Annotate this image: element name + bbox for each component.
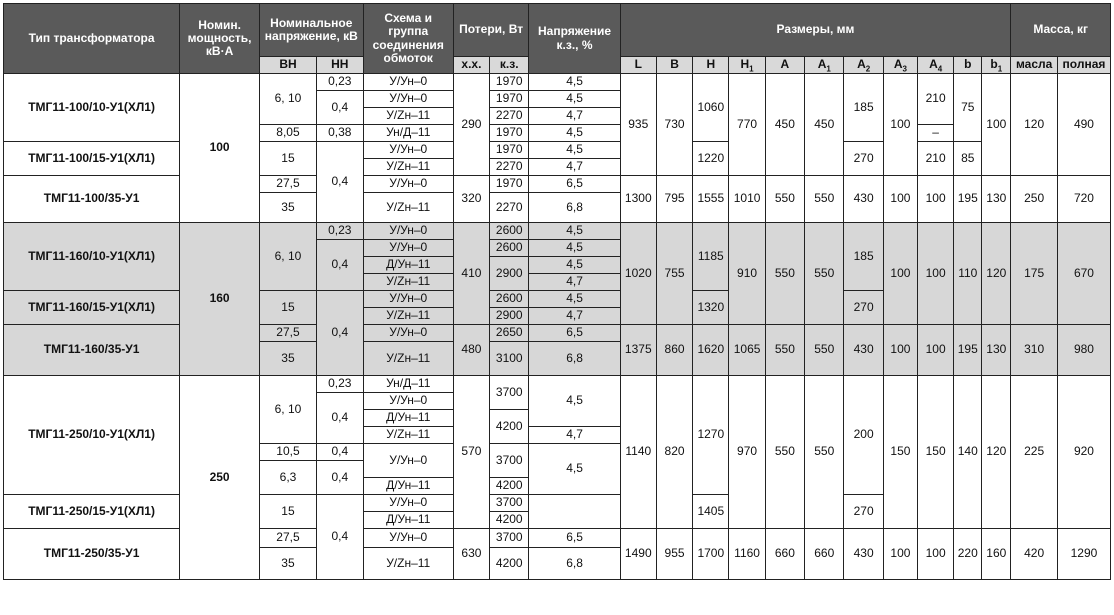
header-xx: х.х. — [453, 57, 489, 74]
kz-cell: 1970 — [490, 142, 529, 159]
header-oil: масла — [1011, 57, 1058, 74]
dim-L: 1490 — [620, 529, 656, 580]
kz-cell: 4200 — [490, 512, 529, 529]
mass-oil: 120 — [1011, 74, 1058, 176]
type-cell: ТМГ11-100/15-У1(ХЛ1) — [4, 142, 180, 176]
nn-cell: 0,23 — [316, 74, 363, 91]
mass-oil: 225 — [1011, 376, 1058, 529]
dim-b1: 160 — [982, 529, 1011, 580]
dim-A2: 270 — [844, 291, 883, 325]
dim-b: 75 — [954, 74, 982, 142]
kz-cell: 1970 — [490, 91, 529, 108]
vn-cell: 35 — [259, 193, 316, 223]
kz-cell: 2600 — [490, 223, 529, 240]
kz-cell: 1970 — [490, 125, 529, 142]
kz-cell: 4200 — [490, 410, 529, 444]
xx-cell: 480 — [453, 325, 489, 376]
mass-total: 720 — [1057, 176, 1110, 223]
uk-cell: 4,7 — [529, 308, 620, 325]
scheme-cell: У/Ун–0 — [363, 495, 453, 512]
dim-A4: 210 — [918, 74, 954, 125]
dim-A4: – — [918, 125, 954, 142]
vn-cell: 6, 10 — [259, 376, 316, 444]
nn-cell: 0,23 — [316, 223, 363, 240]
nn-cell: 0,4 — [316, 461, 363, 495]
vn-cell: 15 — [259, 495, 316, 529]
dim-b: 195 — [954, 325, 982, 376]
dim-b: 85 — [954, 142, 982, 176]
vn-cell: 27,5 — [259, 325, 316, 342]
uk-cell: 4,5 — [529, 142, 620, 159]
dim-A3: 100 — [883, 74, 917, 176]
uk-cell: 4,5 — [529, 125, 620, 142]
xx-cell: 630 — [453, 529, 489, 580]
dim-H: 1405 — [693, 495, 729, 529]
dim-B: 730 — [656, 74, 692, 176]
header-dims: Размеры, мм — [620, 4, 1011, 57]
dim-B: 795 — [656, 176, 692, 223]
kz-cell: 3700 — [490, 495, 529, 512]
dim-H1: 770 — [729, 74, 765, 176]
header-b1: $b_1$ — [982, 57, 1011, 74]
dim-H: 1270 — [693, 376, 729, 495]
dim-A: 550 — [765, 176, 804, 223]
uk-cell: 4,5 — [529, 257, 620, 274]
kz-cell: 2900 — [490, 257, 529, 291]
dim-A2: 270 — [844, 142, 883, 176]
uk-cell: 4,7 — [529, 159, 620, 176]
vn-cell: 15 — [259, 291, 316, 325]
scheme-cell: У/Zн–11 — [363, 548, 453, 580]
dim-A: 550 — [765, 325, 804, 376]
scheme-cell: Д/Ун–11 — [363, 512, 453, 529]
mass-total: 980 — [1057, 325, 1110, 376]
dim-B: 955 — [656, 529, 692, 580]
dim-A2: 185 — [844, 74, 883, 142]
kz-cell: 4200 — [490, 478, 529, 495]
transformer-spec-table — [3, 3, 1111, 580]
vn-cell: 35 — [259, 342, 316, 376]
dim-A2: 270 — [844, 495, 883, 529]
header-B: B — [656, 57, 692, 74]
scheme-cell: У/Zн–11 — [363, 193, 453, 223]
dim-A2: 200 — [844, 376, 883, 495]
scheme-cell: У/Zн–11 — [363, 308, 453, 325]
type-cell: ТМГ11-250/35-У1 — [4, 529, 180, 580]
nn-cell: 0,4 — [316, 393, 363, 444]
vn-cell: 6,3 — [259, 461, 316, 495]
header-H1: $H_1$ — [729, 57, 765, 74]
dim-A1: 550 — [805, 176, 844, 223]
dim-A3: 100 — [883, 529, 917, 580]
dim-A2: 185 — [844, 223, 883, 291]
kz-cell: 2650 — [490, 325, 529, 342]
dim-A1: 550 — [805, 376, 844, 529]
header-type: Тип трансформатора — [4, 4, 180, 74]
dim-A: 550 — [765, 223, 804, 325]
uk-cell: 4,5 — [529, 291, 620, 308]
header-A4: $A_4$ — [918, 57, 954, 74]
uk-cell: 4,7 — [529, 108, 620, 125]
xx-cell: 290 — [453, 74, 489, 176]
scheme-cell: У/Ун–0 — [363, 223, 453, 240]
dim-L: 935 — [620, 74, 656, 176]
dim-H1: 970 — [729, 376, 765, 529]
scheme-cell: Д/Ун–11 — [363, 478, 453, 495]
uk-cell: 6,5 — [529, 176, 620, 193]
dim-b: 220 — [954, 529, 982, 580]
scheme-cell: Ун/Д–11 — [363, 125, 453, 142]
vn-cell: 35 — [259, 548, 316, 580]
scheme-cell: У/Zн–11 — [363, 274, 453, 291]
dim-b1: 120 — [982, 223, 1011, 325]
type-cell: ТМГ11-160/10-У1(ХЛ1) — [4, 223, 180, 291]
scheme-cell: У/Zн–11 — [363, 108, 453, 125]
mass-total: 670 — [1057, 223, 1110, 325]
header-A3: $A_3$ — [883, 57, 917, 74]
dim-H1: 1010 — [729, 176, 765, 223]
dim-B: 755 — [656, 223, 692, 325]
nn-cell: 0,4 — [316, 142, 363, 223]
uk-cell: 4,5 — [529, 444, 620, 495]
dim-H1: 1065 — [729, 325, 765, 376]
dim-b1: 100 — [982, 74, 1011, 176]
dim-A3: 100 — [883, 223, 917, 325]
power-cell: 250 — [180, 376, 260, 580]
dim-H: 1185 — [693, 223, 729, 291]
scheme-cell: У/Ун–0 — [363, 91, 453, 108]
uk-cell: 4,5 — [529, 240, 620, 257]
header-A2: $A_2$ — [844, 57, 883, 74]
group-160 — [4, 223, 1111, 376]
header-A1: $A_1$ — [805, 57, 844, 74]
scheme-cell: У/Ун–0 — [363, 325, 453, 342]
dim-H: 1555 — [693, 176, 729, 223]
dim-A: 450 — [765, 74, 804, 176]
dim-H: 1620 — [693, 325, 729, 376]
dim-A3: 100 — [883, 325, 917, 376]
dim-A4: 100 — [918, 529, 954, 580]
dim-B: 860 — [656, 325, 692, 376]
dim-A4: 100 — [918, 176, 954, 223]
nn-cell: 0,4 — [316, 240, 363, 291]
mass-total: 920 — [1057, 376, 1110, 529]
vn-cell: 6, 10 — [259, 223, 316, 291]
dim-H: 1220 — [693, 142, 729, 176]
dim-b: 110 — [954, 223, 982, 325]
scheme-cell: У/Zн–11 — [363, 427, 453, 444]
header-scheme: Схема и группа соединения обмоток — [363, 4, 453, 74]
dim-A: 550 — [765, 376, 804, 529]
dim-H: 1320 — [693, 291, 729, 325]
dim-A: 660 — [765, 529, 804, 580]
vn-cell: 8,05 — [259, 125, 316, 142]
scheme-cell: У/Ун–0 — [363, 291, 453, 308]
scheme-cell: У/Ун–0 — [363, 74, 453, 91]
dim-b1: 130 — [982, 325, 1011, 376]
type-cell: ТМГ11-100/35-У1 — [4, 176, 180, 223]
dim-B: 820 — [656, 376, 692, 529]
power-cell: 160 — [180, 223, 260, 376]
header-losses: Потери, Вт — [453, 4, 529, 57]
uk-cell: 6,8 — [529, 342, 620, 376]
vn-cell: 27,5 — [259, 176, 316, 193]
nn-cell: 0,4 — [316, 91, 363, 125]
kz-cell: 3700 — [490, 529, 529, 548]
scheme-cell: У/Ун–0 — [363, 529, 453, 548]
kz-cell: 2600 — [490, 291, 529, 308]
dim-A4: 100 — [918, 223, 954, 325]
mass-oil: 420 — [1011, 529, 1058, 580]
type-cell: ТМГ11-100/10-У1(ХЛ1) — [4, 74, 180, 142]
kz-cell: 3700 — [490, 376, 529, 410]
kz-cell: 2270 — [490, 108, 529, 125]
type-cell: ТМГ11-250/10-У1(ХЛ1) — [4, 376, 180, 495]
header-nn: НН — [316, 57, 363, 74]
header-A: A — [765, 57, 804, 74]
kz-cell: 3700 — [490, 444, 529, 478]
kz-cell: 1970 — [490, 176, 529, 193]
mass-oil: 250 — [1011, 176, 1058, 223]
mass-oil: 175 — [1011, 223, 1058, 325]
xx-cell: 570 — [453, 376, 489, 529]
kz-cell: 2900 — [490, 308, 529, 325]
header-voltage: Номинальное напряжение, кВ — [259, 4, 363, 57]
nn-cell: 0,4 — [316, 291, 363, 376]
uk-cell: 4,7 — [529, 427, 620, 444]
kz-cell: 2270 — [490, 159, 529, 176]
uk-cell: 6,8 — [529, 548, 620, 580]
group-100 — [4, 74, 1111, 223]
type-cell: ТМГ11-160/15-У1(ХЛ1) — [4, 291, 180, 325]
dim-A1: 450 — [805, 74, 844, 176]
dim-A2: 430 — [844, 176, 883, 223]
dim-A4: 100 — [918, 325, 954, 376]
dim-A1: 550 — [805, 223, 844, 325]
dim-b: 195 — [954, 176, 982, 223]
type-cell: ТМГ11-250/15-У1(ХЛ1) — [4, 495, 180, 529]
dim-L: 1020 — [620, 223, 656, 325]
dim-L: 1375 — [620, 325, 656, 376]
mass-oil: 310 — [1011, 325, 1058, 376]
header-power: Номин. мощность, кВ·А — [180, 4, 260, 74]
scheme-cell: У/Ун–0 — [363, 393, 453, 410]
uk-cell: 4,7 — [529, 274, 620, 291]
uk-cell: 4,5 — [529, 74, 620, 91]
dim-b: 140 — [954, 376, 982, 529]
nn-cell: 0,23 — [316, 376, 363, 393]
uk-cell: 6,5 — [529, 325, 620, 342]
dim-H: 1700 — [693, 529, 729, 580]
kz-cell: 3100 — [490, 342, 529, 376]
dim-A3: 150 — [883, 376, 917, 529]
header-uk: Напряжение к.з., % — [529, 4, 620, 74]
kz-cell: 2600 — [490, 240, 529, 257]
vn-cell: 27,5 — [259, 529, 316, 548]
nn-cell: 0,4 — [316, 495, 363, 580]
scheme-cell: У/Zн–11 — [363, 159, 453, 176]
uk-cell: 4,5 — [529, 223, 620, 240]
nn-cell: 0,38 — [316, 125, 363, 142]
group-250 — [4, 376, 1111, 580]
scheme-cell: У/Ун–0 — [363, 240, 453, 257]
scheme-cell: Д/Ун–11 — [363, 257, 453, 274]
dim-H: 1060 — [693, 74, 729, 142]
scheme-cell: У/Ун–0 — [363, 444, 453, 478]
uk-cell: 4,5 — [529, 376, 620, 427]
vn-cell: 10,5 — [259, 444, 316, 461]
dim-A1: 550 — [805, 325, 844, 376]
xx-cell: 410 — [453, 223, 489, 325]
dim-L: 1300 — [620, 176, 656, 223]
header-H: H — [693, 57, 729, 74]
dim-H1: 1160 — [729, 529, 765, 580]
mass-total: 1290 — [1057, 529, 1110, 580]
header-kz: к.з. — [490, 57, 529, 74]
scheme-cell: Ун/Д–11 — [363, 376, 453, 393]
dim-b1: 130 — [982, 176, 1011, 223]
header-L: L — [620, 57, 656, 74]
header-mass: Масса, кг — [1011, 4, 1111, 57]
uk-cell — [529, 495, 620, 529]
dim-A4: 210 — [918, 142, 954, 176]
mass-total: 490 — [1057, 74, 1110, 176]
power-cell: 100 — [180, 74, 260, 223]
kz-cell: 2270 — [490, 193, 529, 223]
dim-A3: 100 — [883, 176, 917, 223]
header-total: полная — [1057, 57, 1110, 74]
kz-cell: 1970 — [490, 74, 529, 91]
uk-cell: 4,5 — [529, 91, 620, 108]
nn-cell: 0,4 — [316, 444, 363, 461]
dim-A1: 660 — [805, 529, 844, 580]
dim-A2: 430 — [844, 325, 883, 376]
dim-A2: 430 — [844, 529, 883, 580]
vn-cell: 15 — [259, 142, 316, 176]
kz-cell: 4200 — [490, 548, 529, 580]
header-vn: ВН — [259, 57, 316, 74]
dim-A4: 150 — [918, 376, 954, 529]
dim-b1: 120 — [982, 376, 1011, 529]
header-b: b — [954, 57, 982, 74]
scheme-cell: У/Ун–0 — [363, 142, 453, 159]
vn-cell: 6, 10 — [259, 74, 316, 125]
type-cell: ТМГ11-160/35-У1 — [4, 325, 180, 376]
uk-cell: 6,5 — [529, 529, 620, 548]
xx-cell: 320 — [453, 176, 489, 223]
scheme-cell: У/Zн–11 — [363, 342, 453, 376]
scheme-cell: Д/Ун–11 — [363, 410, 453, 427]
dim-H1: 910 — [729, 223, 765, 325]
scheme-cell: У/Ун–0 — [363, 176, 453, 193]
dim-L: 1140 — [620, 376, 656, 529]
uk-cell: 6,8 — [529, 193, 620, 223]
